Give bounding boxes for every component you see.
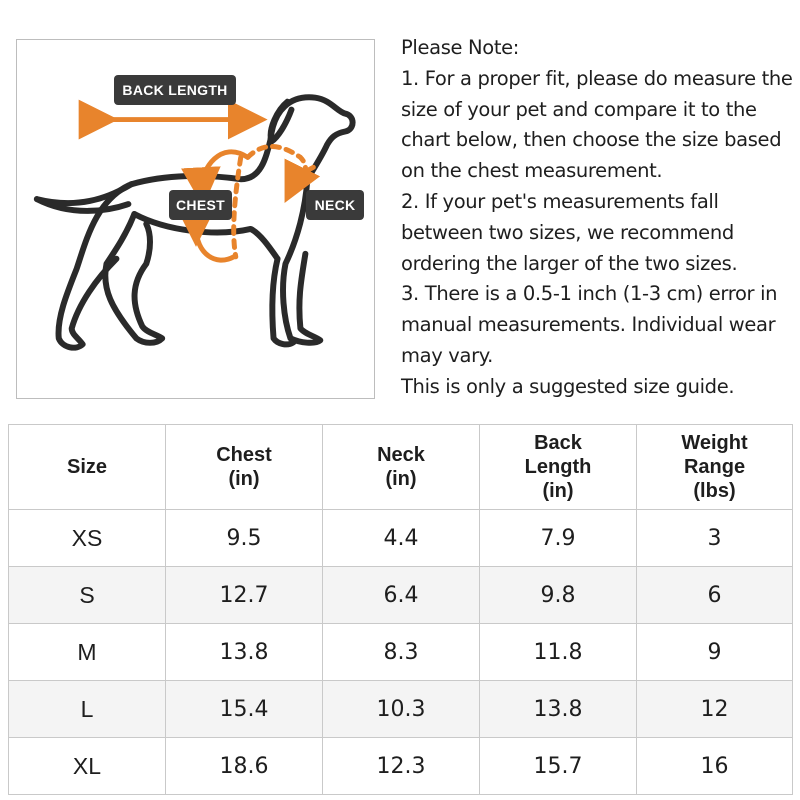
back-length-cell: 13.8 xyxy=(480,681,637,738)
header-text: Chest xyxy=(216,444,272,466)
chest-cell: 9.5 xyxy=(166,510,323,567)
size-cell: XS xyxy=(9,510,166,567)
back-length-label: BACK LENGTH xyxy=(114,75,236,105)
note-heading: Please Note: xyxy=(401,36,520,59)
back-length-cell: 7.9 xyxy=(480,510,637,567)
header-text: Neck xyxy=(377,444,425,466)
header-text: Size xyxy=(66,456,108,478)
measurement-diagram xyxy=(16,39,375,399)
sizing-notes xyxy=(401,33,797,403)
chest-cell: 13.8 xyxy=(166,624,323,681)
header-text: (lbs) xyxy=(693,480,736,502)
size-cell: S xyxy=(9,567,166,624)
table-header-row xyxy=(9,425,793,510)
header-text: (in) xyxy=(542,480,574,502)
neck-cell: 10.3 xyxy=(323,681,480,738)
table-row xyxy=(9,624,793,681)
note-item-3: 3. There is a 0.5-1 inch (1-3 cm) error in manual measurements. Individual wear may vary. xyxy=(401,282,778,367)
table-row xyxy=(9,681,793,738)
weight-cell: 6 xyxy=(637,567,793,624)
header-text: (in) xyxy=(385,468,417,490)
neck-cell: 8.3 xyxy=(323,624,480,681)
header-chest xyxy=(166,425,323,510)
chest-cell: 18.6 xyxy=(166,738,323,795)
header-text: Back xyxy=(534,432,582,454)
weight-cell: 3 xyxy=(637,510,793,567)
table-row xyxy=(9,567,793,624)
neck-cell: 4.4 xyxy=(323,510,480,567)
header-text: Length xyxy=(524,456,592,478)
note-item-1: 1. For a proper fit, please do measure the size of your pet and compare it to the chart below, then choose the size based on the chest measurement. xyxy=(401,66,793,183)
neck-cell: 12.3 xyxy=(323,738,480,795)
chest-label: CHEST xyxy=(169,190,232,220)
size-cell: M xyxy=(9,624,166,681)
note-item-2: 2. If your pet's measurements fall between two sizes, we recommend ordering the larger of the two sizes. xyxy=(401,189,738,275)
back-length-cell: 15.7 xyxy=(480,738,637,795)
neck-label: NECK xyxy=(306,190,364,220)
header-text: Weight xyxy=(681,432,748,454)
weight-cell: 9 xyxy=(637,624,793,681)
header-neck xyxy=(323,425,480,510)
back-length-cell: 9.8 xyxy=(480,567,637,624)
chest-cell: 15.4 xyxy=(166,681,323,738)
table-row xyxy=(9,738,793,795)
size-cell: XL xyxy=(9,738,166,795)
size-cell: L xyxy=(9,681,166,738)
header-weight-range xyxy=(637,425,793,510)
note-footer: This is only a suggested size guide. xyxy=(401,374,735,398)
size-chart-table xyxy=(8,424,793,795)
header-back-length xyxy=(480,425,637,510)
weight-cell: 12 xyxy=(637,681,793,738)
header-size xyxy=(9,425,166,510)
header-text: Range xyxy=(683,456,746,478)
neck-cell: 6.4 xyxy=(323,567,480,624)
header-text: (in) xyxy=(228,468,260,490)
back-length-cell: 11.8 xyxy=(480,624,637,681)
table-row xyxy=(9,510,793,567)
weight-cell: 16 xyxy=(637,738,793,795)
dog-icon xyxy=(37,97,353,347)
chest-cell: 12.7 xyxy=(166,567,323,624)
